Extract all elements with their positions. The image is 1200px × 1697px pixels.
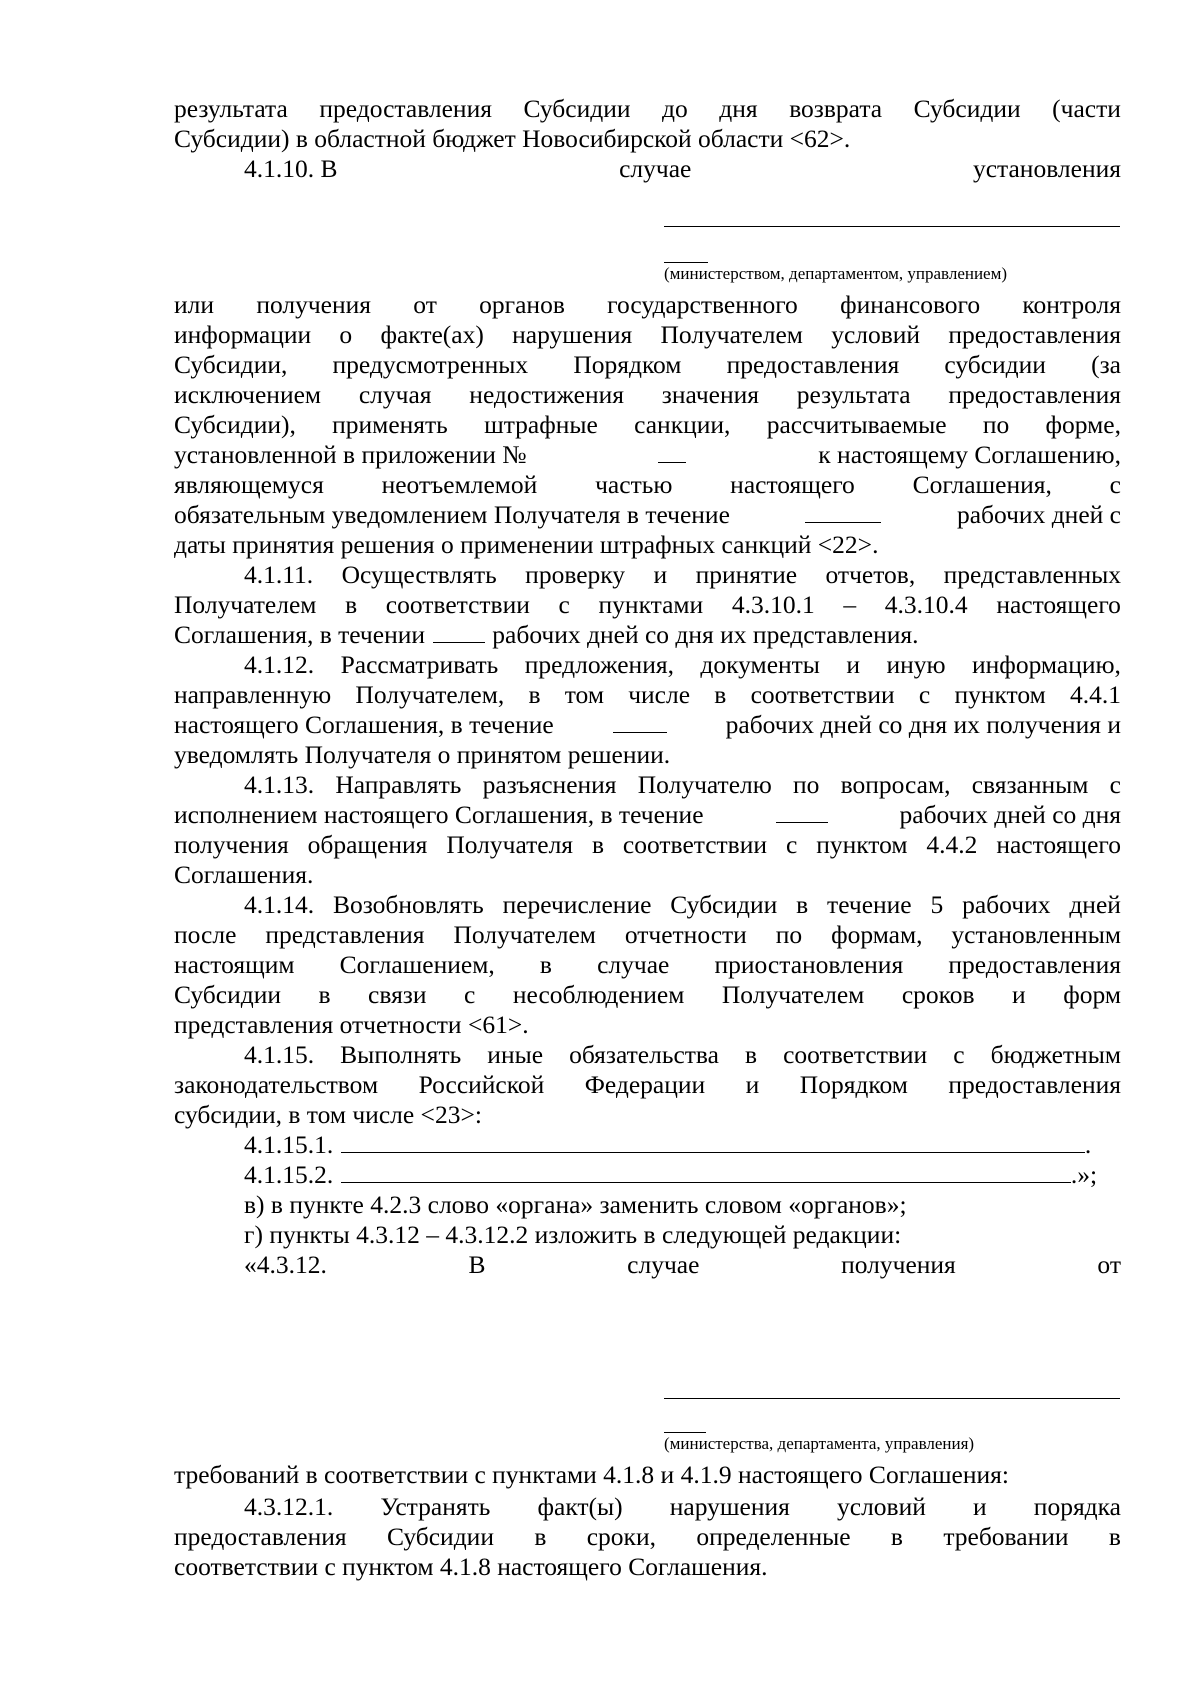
word: предложения, [524,650,674,679]
word: рассчитываемые [766,410,947,439]
word: Федерации [584,1070,706,1099]
word: Субсидии [913,94,1021,123]
word: информацию, [972,650,1121,679]
word: 4.1.14. [244,890,315,919]
text-line [244,770,1121,800]
text-line-with-blank: установленной в приложении № к настоящему Соглашению, [174,440,1121,469]
word: исключением [174,380,322,409]
word: по [775,920,803,949]
text-line: требований в соответствии с пунктами 4.1.8 и 4.1.9 настоящего Соглашения: [174,1460,1009,1489]
text-line [174,680,1121,710]
blank-field [341,1130,1085,1153]
word: бюджетным [990,1040,1121,1069]
text-line-with-blank: обязательным уведомлением Получателя в течение рабочих дней с [174,500,1121,529]
word: Получателем [660,320,803,349]
word: представления [265,920,425,949]
word: с [558,590,570,619]
word: – [843,590,857,619]
word: рабочих [962,890,1051,919]
word: настоящего [996,590,1121,619]
word: соответствии [385,590,530,619]
word: 4.4.2 [926,830,978,859]
blank-field [613,710,667,733]
text-line-with-blank: настоящего Соглашения, в течение рабочих дней со дня их получения и [174,710,1121,739]
word: контроля [1022,290,1121,319]
word: разъяснения [482,770,617,799]
word: Порядком [799,1070,908,1099]
word: Субсидии [386,1522,494,1551]
word: вопросам, [840,770,951,799]
word: проверку [525,560,626,589]
word: течение [827,890,912,919]
word: субсидии [944,350,1046,379]
word: и [745,1070,760,1099]
field-caption: (министерством, департаментом, управлением) [664,264,1008,283]
word: Субсидии [523,94,631,123]
word: предоставления [174,1522,347,1551]
word: обязательства [569,1040,719,1069]
word: дней [1069,890,1121,919]
word: с [953,1040,965,1069]
word: органов [479,290,565,319]
word: порядка [1033,1492,1121,1521]
blank-field [776,800,828,823]
text-line: Субсидии) в областной бюджет Новосибирской области <62>. [174,124,851,153]
text-line [174,350,1121,380]
word: 4.1.12. [244,650,315,679]
subclause-4-1-15-2: 4.1.15.2. .»; [244,1160,1098,1189]
word: значения [661,380,759,409]
fill-in-line [664,226,1120,227]
word: с [464,980,476,1009]
word: Соглашением, [339,950,495,979]
word: отчетности [624,920,747,949]
text-line [174,980,1121,1010]
blank-field [658,440,686,463]
word: формам, [831,920,923,949]
word: обращения [307,830,428,859]
word: являющемуся [174,470,324,499]
word: возврата [789,94,883,123]
word: условий [831,320,921,349]
text-line [244,1492,1121,1522]
word: 4.4.1 [1070,680,1121,709]
word: связи [368,980,427,1009]
blank-field [433,620,485,643]
word: о [339,320,353,349]
word: Соглашения, [912,470,1052,499]
word: частью [595,470,673,499]
word: приостановления [714,950,904,979]
word: 4.3.12.1. [244,1492,334,1521]
word: по [982,410,1010,439]
word: неотъемлемой [381,470,538,499]
word: санкции, [634,410,731,439]
clause-4-3-12-first-line: «4.3.12. В случае получения от [244,1250,1121,1279]
blank-field [805,500,881,523]
text-line-with-blank: исполнением настоящего Соглашения, в течение рабочих дней со дня [174,800,1121,829]
word: результата [174,94,288,123]
text-line: субсидии, в том числе <23>: [174,1100,482,1129]
word: 4.3.10.4 [884,590,968,619]
word: и [973,1492,987,1521]
word: по [793,770,820,799]
word: том [564,680,604,709]
word: Устранять [380,1492,491,1521]
word: Направлять [335,770,462,799]
word: государственного [607,290,798,319]
word: в [345,590,358,619]
text-line [244,1040,1121,1070]
word: требовании [943,1522,1069,1551]
word: условий [837,1492,926,1521]
text-line [174,950,1121,980]
word: в [534,1522,547,1551]
word: (части [1052,94,1121,123]
word: нарушения [669,1492,790,1521]
word: 4.1.11. [244,560,314,589]
word: Получателем, [355,680,505,709]
word: и [653,560,668,589]
word: форм [1063,980,1121,1009]
word: форме, [1045,410,1121,439]
text-line [174,1070,1121,1100]
word: иную [886,650,946,679]
word: в [1108,1522,1121,1551]
word: нарушения [512,320,633,349]
word: Субсидии, [174,350,288,379]
text-line [244,890,1121,920]
text-line: представления отчетности <61>. [174,1010,529,1039]
word: связанным [971,770,1089,799]
word: случае [597,950,670,979]
word: принятие [695,560,798,589]
word: Получателем [453,920,596,949]
word: в [745,1040,758,1069]
text-line [174,290,1121,320]
text-line-with-blank: Соглашения, в течении рабочих дней со дня их представления. [174,620,919,649]
text-line [174,94,1121,124]
word: после [174,920,237,949]
word: пунктами [598,590,704,619]
word: Получателем [174,590,317,619]
word: или [174,290,215,319]
word: дня [719,94,758,123]
word: случая [358,380,432,409]
word: перечисление [502,890,652,919]
word: 5 [930,890,944,919]
word: в [796,890,809,919]
word: установленным [951,920,1121,949]
word: Возобновлять [332,890,484,919]
word: результата [796,380,911,409]
word: с [1109,470,1121,499]
text-line [174,1522,1121,1552]
word: Осуществлять [341,560,497,589]
word: предоставления [948,1070,1121,1099]
word: с [918,680,931,709]
word: Получателю [637,770,772,799]
word: Получателя [446,830,574,859]
word: Рассматривать [340,650,499,679]
word: иные [487,1040,544,1069]
word: получения [256,290,372,319]
clause-4-1-10-first-line: 4.1.10. В случае установления [244,154,1121,183]
word: в [591,830,604,859]
word: недостижения [469,380,625,409]
word: соответствии [622,830,768,859]
word: сроков [901,980,975,1009]
word: отчетов, [825,560,916,589]
word: штрафные [484,410,598,439]
word: до [662,94,688,123]
word: предусмотренных [332,350,529,379]
word: финансового [840,290,981,319]
word: 4.3.10.1 [731,590,815,619]
word: пунктом [954,680,1046,709]
word: Российской [418,1070,545,1099]
word: сроки, [586,1522,656,1551]
word: в [714,680,727,709]
word: соответствии [750,680,895,709]
word: настоящим [174,950,295,979]
word: и [1012,980,1026,1009]
word: представленных [943,560,1121,589]
text-line [174,830,1121,860]
text-line [174,920,1121,950]
word: факт(ы) [537,1492,623,1521]
fill-in-line [664,1398,1120,1399]
word: (за [1091,350,1121,379]
fill-in-line-short [664,262,708,263]
text-line [174,410,1121,440]
word: факте(ах) [380,320,484,349]
text-line [174,320,1121,350]
word: соответствии [783,1040,928,1069]
text-line: Соглашения. [174,860,314,889]
word: предоставления [948,380,1121,409]
clause-number: 4.1.10. В [244,154,338,183]
word: 4.1.15. [244,1040,315,1069]
text-line [174,380,1121,410]
word: направленную [174,680,332,709]
word: предоставления [319,94,492,123]
word: в [539,950,552,979]
word: с [1109,770,1121,799]
text-line: уведомлять Получателя о принятом решении. [174,740,671,769]
word: 4.1.13. [244,770,315,799]
word: от [413,290,437,319]
word: законодательством [174,1070,379,1099]
word: числе [628,680,691,709]
word: Получателем [721,980,865,1009]
text-line: соответствии с пунктом 4.1.8 настоящего Соглашения. [174,1552,768,1581]
word: Порядком [573,350,682,379]
word: Субсидии [670,890,778,919]
word: пунктом [816,830,908,859]
text-line: в) в пункте 4.2.3 слово «органа» заменить словом «органов»; [244,1190,907,1219]
word: предоставления [726,350,900,379]
text-line: г) пункты 4.3.12 – 4.3.12.2 изложить в следующей редакции: [244,1220,902,1249]
word: предоставления [948,950,1121,979]
word: в [890,1522,903,1551]
word: настоящего [730,470,855,499]
fill-in-line-short [664,1432,706,1433]
word: документы [700,650,820,679]
word: и [846,650,861,679]
blank-field [341,1160,1071,1183]
text-line: даты принятия решения о применении штрафных санкций <22>. [174,530,879,559]
text-line [174,590,1121,620]
text-line [244,560,1121,590]
word: несоблюдением [512,980,685,1009]
word: в [318,980,331,1009]
word: предоставления [948,320,1121,349]
word: Выполнять [340,1040,462,1069]
text-line [174,470,1121,500]
word: настоящего [996,830,1121,859]
text-line [244,650,1121,680]
word: получения [174,830,289,859]
word: Субсидии), [174,410,296,439]
field-caption: (министерства, департамента, управления) [664,1434,975,1453]
word: в [528,680,541,709]
word: Субсидии [174,980,281,1009]
word: с [785,830,798,859]
word: применять [332,410,448,439]
word: информации [174,320,312,349]
word: определенные [696,1522,851,1551]
subclause-4-1-15-1: 4.1.15.1. . [244,1130,1092,1159]
